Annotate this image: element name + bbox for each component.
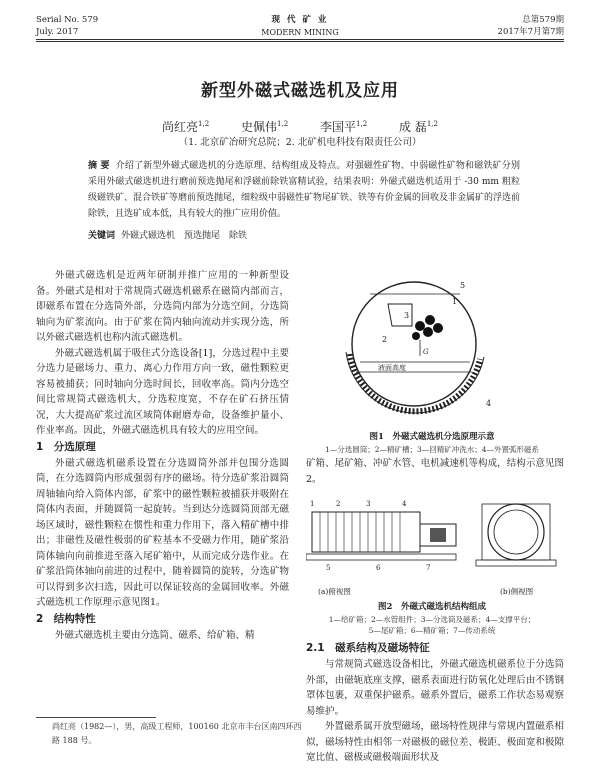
paragraph: 外磁式磁选机属于吸住式分选设备[1]，分选过程中主要分选力是磁场力、重力、离心力作用方向一致，磁性颗粒更容易被捕获；同时轴向分选时间长，回收率高。筒内分选空间比常规筒式磁选机大，分选粒度宽，不存在矿石挤压情况，大大提高矿浆过流区域筒体耐磨寿命，设备维护量小、作业率高。因此，外磁式磁选机具有较大的应用空间。: [36, 347, 289, 436]
right-column-top: [306, 456, 564, 487]
affiliation: （1. 北京矿冶研究总院；2. 北矿机电科技有限责任公司）: [178, 137, 422, 148]
author: 尚红亮$^{1,2}$: [162, 120, 210, 134]
gravity-label: G: [423, 348, 429, 356]
side-view-drum: [488, 504, 544, 560]
figure-1-diagram: [330, 264, 510, 424]
drum-circle: [352, 282, 476, 406]
right-column-bottom: [306, 640, 564, 766]
figure-2-caption: 图2 外磁式磁选机结构组成: [378, 602, 486, 612]
figure-2b-label: (b)侧视图: [500, 587, 534, 596]
figure-2-diagram: [306, 494, 564, 586]
header-journal-cn: 现 代 矿 业: [271, 15, 329, 25]
header-serial: Serial No. 579: [36, 15, 99, 25]
footnote: 尚红亮（1982—），男，高级工程师，100160 北京市丰台区南四环西路 188 号。: [52, 722, 302, 745]
section-heading: 2 结构特性: [36, 612, 96, 625]
paragraph: 与常规筒式磁选设备相比，外磁式磁选机磁系位于分选筒外部，由磁轭底座支撑，磁系表面进行防氧化处理后由不锈钢罩体包裹，双重保护磁系。磁系外置后，磁系工作状态易观察易维护。: [306, 659, 564, 717]
header-rule: [36, 39, 564, 40]
author: 李国平$^{1,2}$: [320, 120, 368, 134]
callout: 2: [382, 335, 388, 344]
section-heading: 1 分选原理: [36, 440, 96, 453]
keywords-items: 外磁式磁选机 预选抛尾 除铁: [121, 231, 248, 241]
paragraph: 矿箱、尾矿箱、冲矿水管、电机减速机等构成，结构示意见图2。: [306, 458, 564, 485]
header-issue-date-cn: 2017年7月第7期: [497, 27, 564, 37]
footnote-rule: [36, 717, 156, 718]
author: 成 磊$^{1,2}$: [398, 120, 438, 134]
abstract-label: 摘 要: [88, 161, 110, 171]
header-total-issue: 总第579期: [522, 15, 564, 25]
svg-text:6: 6: [376, 564, 381, 572]
figure-2-legend-2: 5—尾矿箱；6—精矿箱；7—传动系统: [368, 626, 496, 635]
section-heading: 2.1 磁系结构及磁场特征: [306, 642, 430, 654]
abstract-text: 介绍了新型外磁式磁选机的分选原理、结构组成及特点。对强磁性矿物、中弱磁性矿物和磁铁矿分别采用外磁式磁选机进行磨前预选抛尾和浮磁前除铁富精试验，结果表明：外磁式磁选机适用于 -30 mm 粗粒级磁铁矿、混合铁矿等磨前预选抛尾，细粒级中弱磁性矿物尾矿铁、铁等有价金属的回收及非金属矿的浮选前除铁，且选矿成本低，具有较大的推广应用价值。: [88, 161, 521, 219]
water-level-label: 液面高度: [378, 364, 406, 372]
figure-1-caption: 图1 外磁式磁选机分选原理示意: [369, 432, 495, 442]
magnet-arc: [350, 354, 480, 411]
callout: 1: [452, 297, 458, 306]
paragraph: 外磁式磁选机是近两年研制并推广应用的一种新型设备。外磁式是相对于常规筒式磁选机磁系在磁筒内部而言，即磁系布置在分选筒外部，分选筒内部为分选空间，分选筒轴向为矿浆流向。由于矿浆在筒内轴向流动并实现分选，所以外磁式磁选机也称内流式磁选机。: [36, 270, 289, 343]
author: 史佩伟$^{1,2}$: [241, 120, 289, 134]
keywords-label: 关键词: [88, 231, 116, 241]
svg-text:2: 2: [336, 500, 341, 508]
keywords: [88, 228, 247, 241]
header-journal-en: MODERN MINING: [261, 28, 339, 37]
callout: 3: [404, 311, 410, 320]
header-rule-2: [36, 41, 564, 42]
paragraph: 外置磁系属开放型磁场，磁场特性规律与常规内置磁系相似，磁场特性由相邻一对磁极的磁位差、极距、极面宽和极隙宽比值、磁极或磁极端面形状及: [306, 721, 564, 763]
callout: 5: [460, 281, 466, 290]
svg-text:1: 1: [310, 500, 315, 508]
abstract: [88, 158, 520, 222]
figure-2-legend-1: 1—给矿箱；2—水管组件；3—分选筒及磁系；4—支撑平台；: [328, 615, 536, 624]
header-issue-date-en: July. 2017: [36, 27, 79, 37]
svg-text:3: 3: [366, 500, 371, 508]
svg-text:5: 5: [326, 564, 331, 572]
svg-text:7: 7: [426, 564, 431, 572]
paper-title: 新型外磁式磁选机及应用: [201, 81, 399, 101]
svg-text:4: 4: [402, 500, 407, 508]
figure-1-legend: 1—分选圆筒；2—精矿槽；3—回精矿冲洗水；4—外置弧形磁系: [324, 445, 540, 454]
paragraph: 外磁式磁选机磁系设置在分选圆筒外部并包围分选圆筒，在分选圆筒内形成强弱有序的磁场。待分选矿浆沿圆筒周轴轴向给入筒体内部，矿浆中的磁性颗粒被捕获并吸附在筒体内表面，并随圆筒一起旋转。当到达分选圆筒顶部无磁场区域时，磁性颗粒在惯性和重力作用下，落入精矿槽中排出；非磁性及磁性极弱的矿粒基本不受磁力作用，随矿浆沿筒体轴向向前推进至落入尾矿箱中，从而完成分选作业。在矿浆沿筒体轴向前进的过程中，随着圆筒的旋转，分选矿物可以得到多次扫选，因此可以保证较高的金属回收率。外磁式磁选机工作原理示意见图1。: [36, 457, 289, 608]
left-column: [36, 268, 289, 643]
callout: 4: [486, 399, 492, 408]
figure-2a-label: (a)俯视图: [318, 587, 351, 596]
author-list: [0, 118, 600, 135]
paragraph: 外磁式磁选机主要由分选筒、磁系、给矿箱、精: [55, 629, 255, 641]
